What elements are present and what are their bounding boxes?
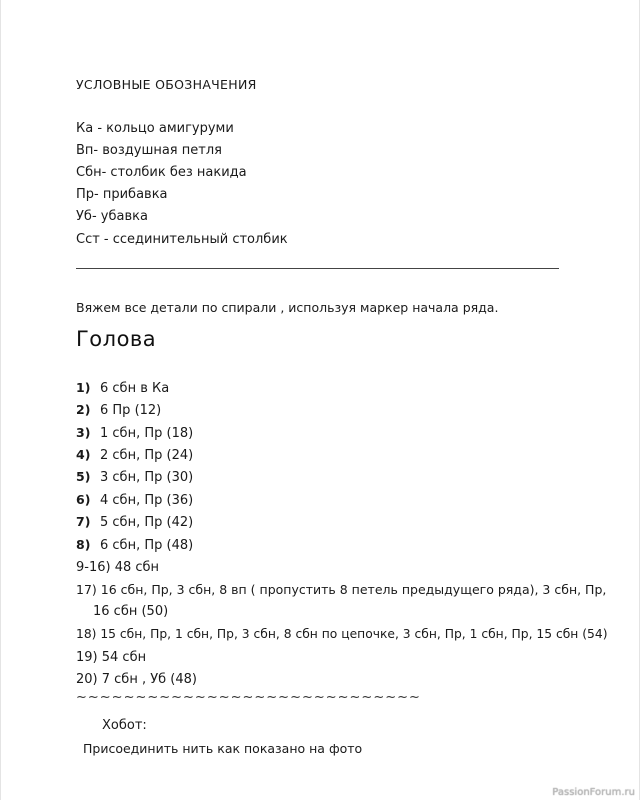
row-text: 6 сбн в Ка xyxy=(100,381,170,396)
pattern-row xyxy=(76,514,193,530)
row-number: 1) xyxy=(76,380,91,395)
legend-item: Вп- воздушная петля xyxy=(76,143,222,158)
pattern-row-19: 19) 54 сбн xyxy=(76,650,147,665)
row-number: 6) xyxy=(76,492,91,507)
intro-text: Вяжем все детали по спирали , используя маркер начала ряда. xyxy=(76,300,499,315)
legend-item: Уб- убавка xyxy=(76,209,148,224)
row-number: 3) xyxy=(76,425,91,440)
pattern-row xyxy=(76,380,169,396)
legend-item: Сст - ссединительный столбик xyxy=(76,232,288,247)
row-number: 5) xyxy=(76,469,91,484)
row-text: 3 сбн, Пр (30) xyxy=(100,470,194,485)
row-number: 2) xyxy=(76,402,91,417)
divider-line xyxy=(76,268,559,269)
row-number: 4) xyxy=(76,447,91,462)
pattern-row-9-16: 9-16) 48 сбн xyxy=(76,560,160,575)
pattern-row-20: 20) 7 сбн , Уб (48) xyxy=(76,672,197,687)
row-text: 2 сбн, Пр (24) xyxy=(100,448,194,463)
row-text: 6 Пр (12) xyxy=(100,403,162,418)
row-text: 5 сбн, Пр (42) xyxy=(100,515,194,530)
tilde-separator: ~~~~~~~~~~~~~~~~~~~~~~~~~~~~~ xyxy=(76,690,421,705)
pattern-row xyxy=(76,402,161,418)
row-text: 4 сбн, Пр (36) xyxy=(100,493,194,508)
legend-title: УСЛОВНЫЕ ОБОЗНАЧЕНИЯ xyxy=(76,77,257,92)
subsection-title: Хобот: xyxy=(102,718,147,733)
pattern-row xyxy=(76,469,193,485)
legend-item: Ка - кольцо амигуруми xyxy=(76,121,234,136)
pattern-row-18: 18) 15 сбн, Пр, 1 сбн, Пр, 3 сбн, 8 сбн по цепочке, 3 сбн, Пр, 1 сбн, Пр, 15 сбн (54) xyxy=(76,627,608,641)
row-number: 8) xyxy=(76,537,91,552)
section-title-head: Голова xyxy=(76,327,157,351)
legend-item: Пр- прибавка xyxy=(76,187,168,202)
watermark: PassionForum.ru xyxy=(552,787,635,798)
pattern-row xyxy=(76,537,193,553)
pattern-row xyxy=(76,447,193,463)
subsection-text: Присоединить нить как показано на фото xyxy=(83,741,363,756)
pattern-row xyxy=(76,425,193,441)
row-number: 7) xyxy=(76,514,91,529)
pattern-row-17-cont: 16 сбн (50) xyxy=(93,604,169,619)
legend-item: Сбн- столбик без накида xyxy=(76,165,247,180)
pattern-row-17: 17) 16 сбн, Пр, 3 сбн, 8 вп ( пропустить 8 петель предыдущего ряда), 3 сбн, Пр, xyxy=(76,582,607,597)
pattern-row xyxy=(76,492,193,508)
row-text: 1 сбн, Пр (18) xyxy=(100,426,194,441)
row-text: 6 сбн, Пр (48) xyxy=(100,538,194,553)
